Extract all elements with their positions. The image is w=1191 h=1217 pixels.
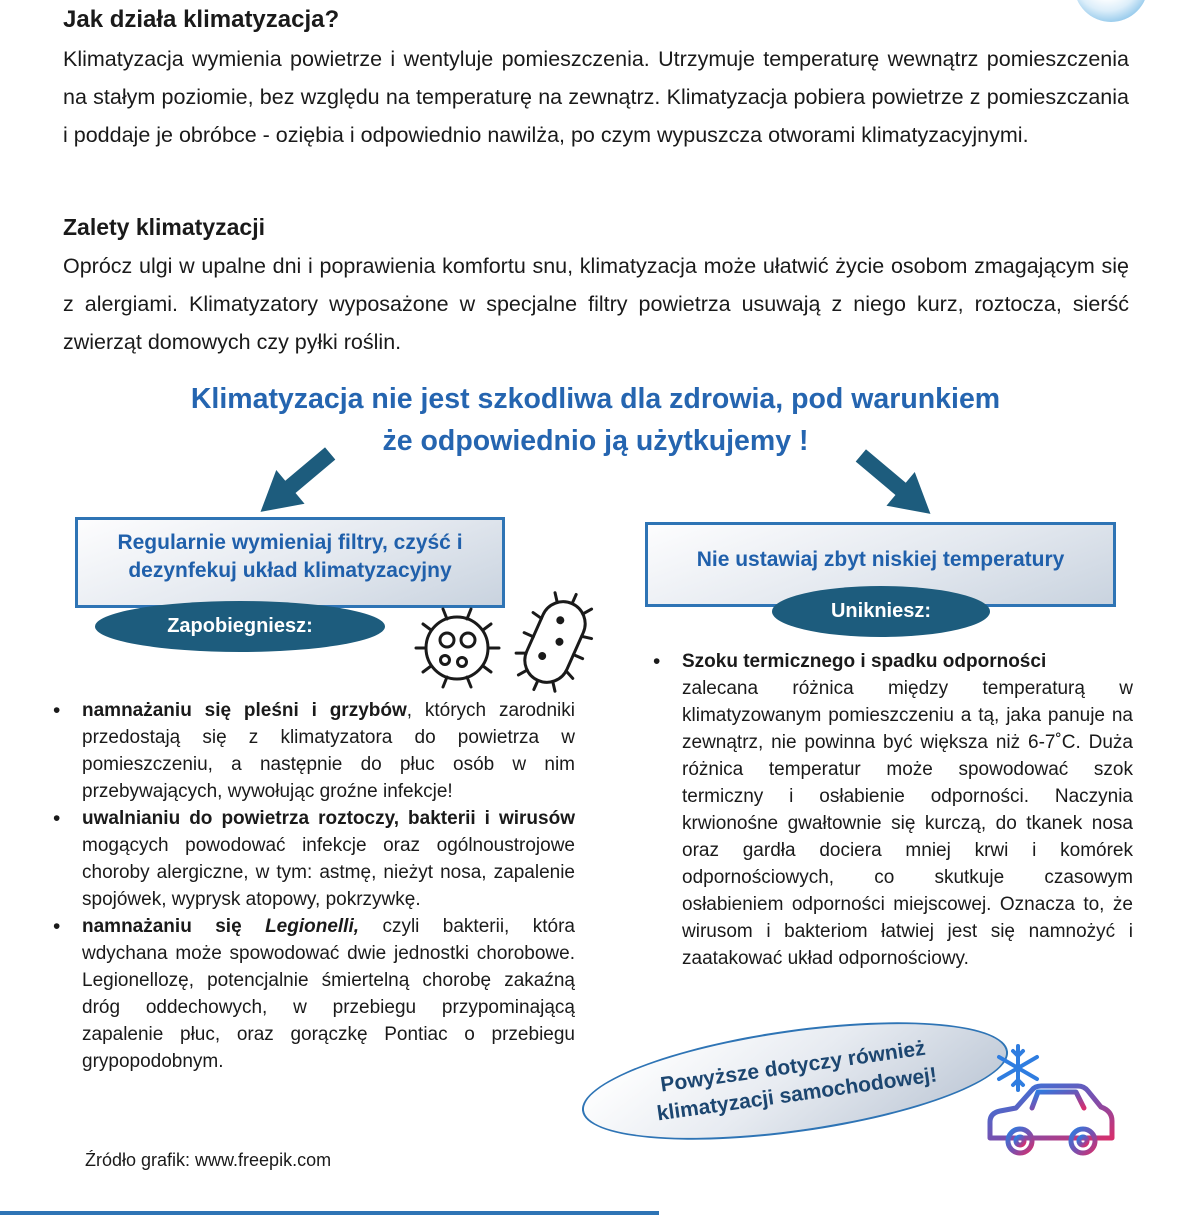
germs-bacteria-icon: [405, 580, 600, 700]
footer-rule: [0, 1211, 659, 1215]
bullet-item: [45, 805, 575, 913]
bullet-bold-text: uwalnianiu do powietrza roztoczy, bakterii i wirusów: [82, 808, 575, 829]
avoidance-bullet-list: [645, 648, 1133, 972]
prevention-bullet-list: [45, 697, 575, 1075]
bullet-bold-text: namnażaniu się: [82, 916, 266, 937]
intro-paragraph: Klimatyzacja wymienia powietrze i wentyluje pomieszczenia. Utrzymuje temperaturę wewnątrz pomieszczenia na stałym poziomie, bez względu na temperaturę na zewnątrz. Klimatyzacja pobiera powietrze z pomieszczania i poddaje je obróbce - oziębia i odpowiednio nawilża, po czym wypuszcza otworami klimatyzacyjnymi.: [63, 47, 1129, 147]
banner-line1: Klimatyzacja nie jest szkodliwa dla zdrowia, pod warunkiem: [190, 383, 1001, 415]
bullet-italic-text: Legionelli,: [265, 916, 360, 937]
banner-statement: [0, 378, 1191, 462]
bullet-bold-text: namnażaniu się pleśni i grzybów: [82, 700, 407, 721]
intro-heading: Jak działa klimatyzacja?: [63, 6, 340, 33]
source-credit: Źródło grafik: www.freepik.com: [85, 1150, 332, 1170]
bullet-item: [645, 648, 1133, 972]
car-air-conditioning-icon: [980, 1038, 1122, 1170]
bullet-body-text: , których zarodniki przedostają się z klimatyzatora do powietrza w pomieszczeniu, a następnie do płuc osób w nim przebywających, wywołując groźne infekcje!: [82, 700, 575, 802]
advantages-heading: Zalety klimatyzacji: [63, 214, 265, 240]
bullet-body-text: zalecana różnica między temperaturą w klimatyzowanym pomieszczeniu a tą, jaka panuje na zewnątrz, nie powinna być większa niż 6-7˚C. Duża różnica temperatur może spowodować szok termiczny i osłabienie odporności. Naczynia krwionośne gwałtownie się kurczą, do tkanek nosa oraz gardła dociera mniej krwi i komórek odpornościowych, co skutkuje czasowym osłabieniem odporności miejscowej. Oznacza to, że wirusom i bakteriom łatwiej jest się namnożyć i zaatakować układ odpornościowy.: [682, 678, 1133, 969]
advantages-paragraph: Oprócz ulgi w upalne dni i poprawienia komfortu snu, klimatyzacja może ułatwić życie osobom zmagającym się z alergiami. Klimatyzatory wyposażone w specjalne filtry powietrza usuwają z niego kurz, roztocza, sierść zwierząt domowych czy pyłki roślin.: [63, 254, 1129, 354]
prevention-badge: Zapobiegniesz:: [95, 601, 385, 652]
banner-line2: że odpowiednio ją użytkujemy !: [382, 425, 809, 457]
bullet-item: [45, 913, 575, 1075]
car-note-oval: [575, 1001, 1015, 1162]
bullet-body-text: mogących powodować infekcje oraz ogólnoustrojowe choroby alergiczne, w tym: astmę, nieżyt nosa, zapalenie spojówek, wyprysk atopowy, pokrzywkę.: [82, 835, 575, 910]
left-tip-title: Regularnie wymieniaj filtry, czyść i dezynfekuj układ klimatyzacyjny: [117, 530, 463, 582]
avoidance-badge: Unikniesz:: [772, 586, 990, 637]
bullet-bold-text: • Szoku termicznego i spadku odporności: [682, 651, 1047, 672]
partial-logo-circle-icon: [1074, 0, 1148, 22]
car-note-text: Powyższe dotyczy również klimatyzacji samochodowej!: [655, 1036, 939, 1126]
bullet-body-text: czyli bakterii, która wdychana może spowodować dwie jednostki chorobowe. Legionellozę, potencjalnie śmiertelną chorobę zakaźną dróg oddechowych, w przebiegu przypominającą zapalenie płuc, oraz gorączkę Pontiac o przebiegu grypopodobnym.: [82, 916, 575, 1072]
right-tip-title: Nie ustawiaj zbyt niskiej temperatury: [696, 547, 1065, 571]
bullet-item: [45, 697, 575, 805]
